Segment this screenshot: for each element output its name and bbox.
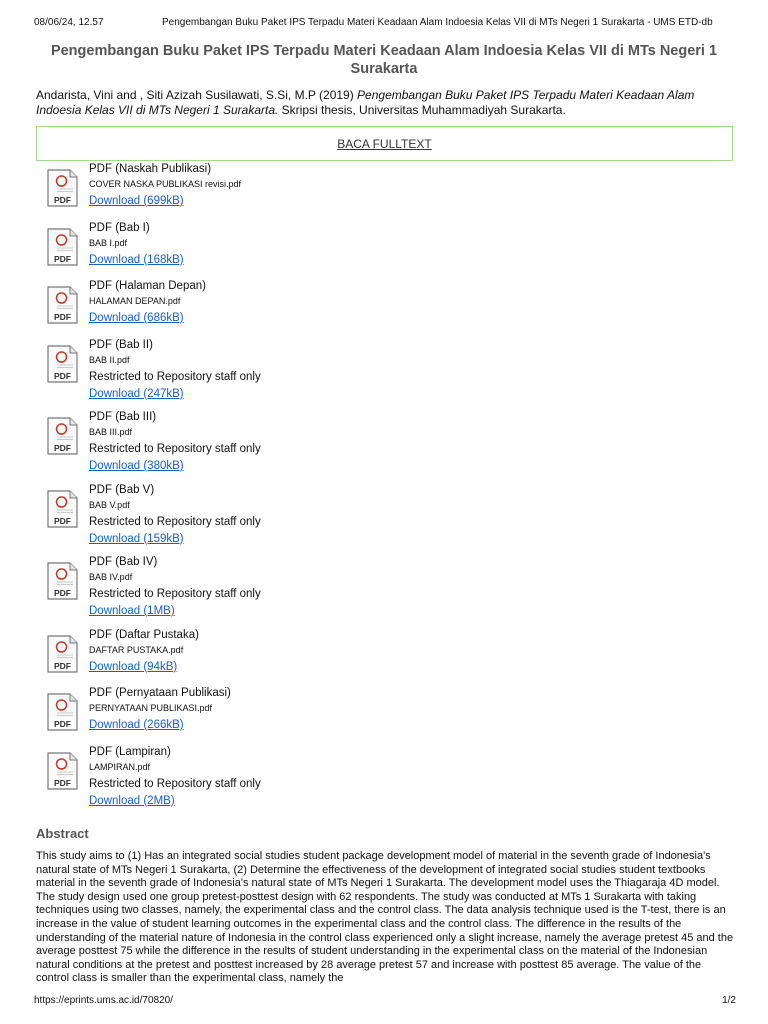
print-page-title: Pengembangan Buku Paket IPS Terpadu Materi Keadaan Alam Indoesia Kelas VII di MTs Negeri 1 Surakarta - UMS ETD-db bbox=[162, 17, 713, 28]
download-link[interactable]: Download (686kB) bbox=[89, 312, 184, 324]
document-title: PDF (Naskah Publikasi) bbox=[89, 163, 212, 175]
restricted-note: Restricted to Repository staff only bbox=[89, 515, 261, 528]
pdf-file-icon[interactable] bbox=[46, 561, 79, 601]
document-info bbox=[89, 746, 736, 809]
pdf-icon-label: PDF bbox=[54, 660, 71, 671]
pdf-file-icon[interactable] bbox=[46, 634, 79, 674]
document-info bbox=[89, 222, 736, 268]
pdf-icon-label: PDF bbox=[54, 195, 71, 205]
document-item bbox=[36, 163, 736, 222]
pdf-icon-label: PDF bbox=[54, 370, 71, 381]
document-item bbox=[36, 339, 736, 412]
pdf-file-icon[interactable] bbox=[46, 692, 79, 732]
pdf-file-icon[interactable] bbox=[46, 227, 79, 267]
page-title: Pengembangan Buku Paket IPS Terpadu Materi Keadaan Alam Indoesia Kelas VII di MTs Negeri 1 Surakarta bbox=[50, 43, 718, 77]
download-link[interactable]: Download (159kB) bbox=[89, 532, 184, 545]
restricted-note: Restricted to Repository staff only bbox=[89, 588, 261, 600]
pdf-file-icon[interactable] bbox=[46, 344, 79, 384]
citation-publisher: Skripsi thesis, Universitas Muhammadiyah Surakarta. bbox=[278, 102, 566, 117]
document-item bbox=[36, 484, 736, 557]
document-info bbox=[89, 280, 736, 326]
download-link[interactable]: Download (699kB) bbox=[89, 195, 184, 207]
pdf-file-icon[interactable] bbox=[46, 751, 79, 791]
document-title: PDF (Pernyataan Publikasi) bbox=[89, 687, 231, 699]
document-title: PDF (Bab III) bbox=[89, 411, 157, 423]
document-filename: HALAMAN DEPAN.pdf bbox=[89, 296, 181, 306]
citation bbox=[36, 88, 736, 117]
restricted-note: Restricted to Repository staff only bbox=[89, 370, 261, 383]
document-info bbox=[89, 629, 736, 675]
pdf-icon-label: PDF bbox=[54, 719, 71, 729]
download-link[interactable]: Download (2MB) bbox=[89, 794, 175, 807]
download-link[interactable]: Download (266kB) bbox=[89, 719, 184, 731]
download-link[interactable]: Download (247kB) bbox=[89, 387, 184, 400]
document-filename: BAB I.pdf bbox=[89, 237, 128, 248]
pdf-file-icon[interactable] bbox=[46, 285, 79, 325]
document-info bbox=[89, 556, 736, 619]
pdf-icon-label: PDF bbox=[54, 515, 71, 526]
pdf-icon-label: PDF bbox=[54, 588, 71, 598]
document-info bbox=[89, 163, 736, 209]
document-filename: DAFTAR PUSTAKA.pdf bbox=[89, 644, 184, 655]
pdf-file-icon[interactable] bbox=[46, 489, 79, 529]
document-item bbox=[36, 280, 736, 339]
download-link[interactable]: Download (94kB) bbox=[89, 660, 178, 673]
restricted-note: Restricted to Repository staff only bbox=[89, 443, 261, 455]
read-fulltext-link[interactable]: BACA FULLTEXT bbox=[337, 136, 432, 151]
document-filename: BAB V.pdf bbox=[89, 499, 130, 510]
document-filename: BAB IV.pdf bbox=[89, 572, 133, 582]
abstract-text: This study aims to (1) Has an integrated social studies student package development model of material in the seventh grade of Indonesia's natural state of MTs Negeri 1 Surakarta, (2) Determine the effectiveness of the development of integrated social studies student textbooks material in the seventh grade of Indonesia's natural state of MTs Negeri 1 Surakarta. The development model uses the Thiagaraja 4D model. The study design used one group pretest-posttest design with 62 respondents. The study was conducted at MTs 1 Surakarta with taking techniques using two classes, namely, the experimental class and the control class. The data analysis technique used is the T-test, there is an increase in the value of student learning outcomes in the experimental class and the control class. The difference in the results of the understanding of the material nature of Indonesia in the control class experienced only a slight increase, namely the average pretest 45 and the average posttest 75 while the difference in the results of student understanding in the experimental class on the material of the Indonesian natural conditions at the pretest and posttest increased by 28 average pretest 57 and increase with posttest 85 average. The value of the control class is smaller than the experimental class, namely the bbox=[36, 850, 734, 985]
pdf-file-icon[interactable] bbox=[46, 168, 79, 208]
pdf-icon-label: PDF bbox=[54, 253, 71, 264]
download-link[interactable]: Download (1MB) bbox=[89, 605, 175, 617]
abstract-heading: Abstract bbox=[36, 826, 89, 841]
document-item bbox=[36, 222, 736, 281]
document-item bbox=[36, 746, 736, 819]
print-page-number: 1/2 bbox=[722, 995, 736, 1006]
document-item bbox=[36, 687, 736, 746]
document-title: PDF (Halaman Depan) bbox=[89, 280, 206, 292]
document-item bbox=[36, 411, 736, 484]
download-link[interactable]: Download (168kB) bbox=[89, 253, 184, 266]
document-title: PDF (Daftar Pustaka) bbox=[89, 628, 199, 641]
citation-title: Pengembangan Buku Paket IPS Terpadu Materi Keadaan Alam Indoesia Kelas VII di MTs Negeri 1 Surakarta. bbox=[36, 88, 695, 117]
document-filename: BAB II.pdf bbox=[89, 354, 130, 365]
download-link[interactable]: Download (380kB) bbox=[89, 460, 184, 472]
document-info bbox=[89, 484, 736, 547]
document-filename: PERNYATAAN PUBLIKASI.pdf bbox=[89, 703, 213, 713]
document-filename: BAB III.pdf bbox=[89, 427, 133, 437]
citation-authors: Andarista, Vini and , Siti Azizah Susilawati, S.Si, M.P (2019) bbox=[36, 88, 358, 102]
document-title: PDF (Bab II) bbox=[89, 338, 153, 351]
document-item bbox=[36, 556, 736, 629]
fulltext-box bbox=[36, 126, 733, 161]
pdf-file-icon[interactable] bbox=[46, 416, 79, 456]
document-info bbox=[89, 339, 736, 402]
pdf-icon-label: PDF bbox=[54, 777, 71, 788]
pdf-icon-label: PDF bbox=[54, 312, 71, 322]
document-info bbox=[89, 411, 736, 474]
document-list bbox=[36, 163, 736, 818]
print-date: 08/06/24, 12.57 bbox=[34, 17, 104, 28]
document-filename: COVER NASKA PUBLIKASI revisi.pdf bbox=[89, 179, 242, 189]
restricted-note: Restricted to Repository staff only bbox=[89, 777, 261, 790]
document-title: PDF (Bab I) bbox=[89, 221, 150, 234]
pdf-icon-label: PDF bbox=[54, 443, 71, 453]
document-item bbox=[36, 629, 736, 688]
document-title: PDF (Lampiran) bbox=[89, 745, 171, 758]
print-url: https://eprints.ums.ac.id/70820/ bbox=[34, 995, 173, 1006]
document-title: PDF (Bab V) bbox=[89, 483, 155, 496]
document-info bbox=[89, 687, 736, 733]
document-title: PDF (Bab IV) bbox=[89, 556, 158, 568]
document-filename: LAMPIRAN.pdf bbox=[89, 761, 151, 772]
